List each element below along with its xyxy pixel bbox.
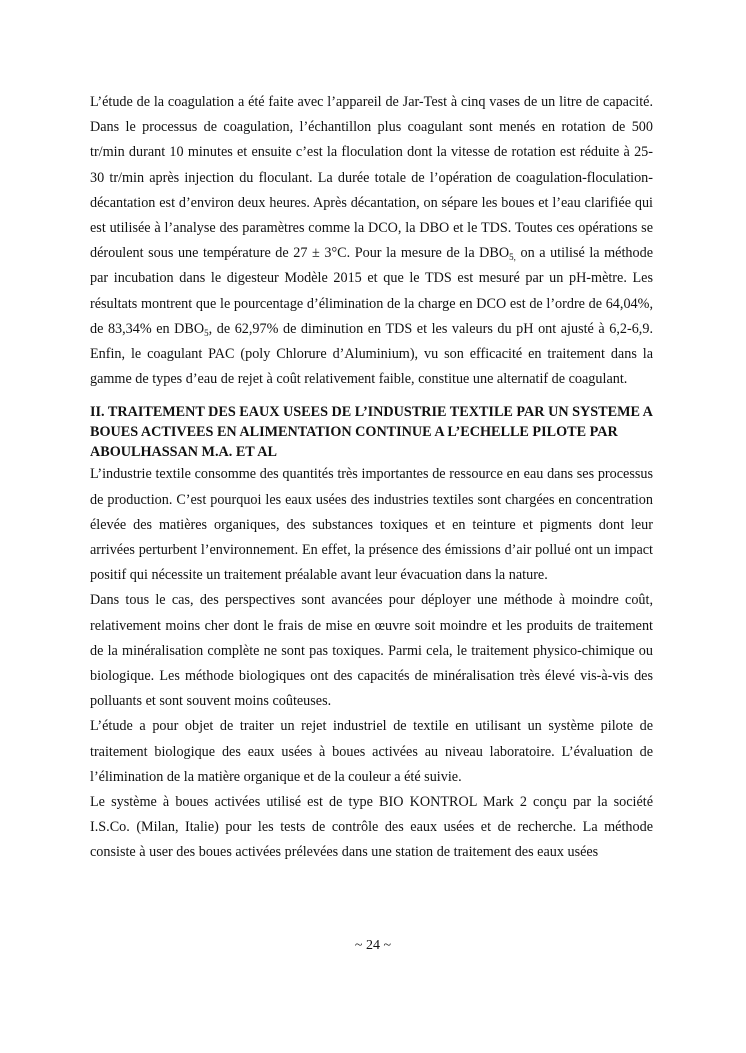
subscript: 5: [204, 327, 209, 338]
subscript: 5,: [509, 252, 516, 263]
paragraph: Dans tous le cas, des perspectives sont avancées pour déployer une méthode à moindre coût, relativement moins cher dont le frais de mise en œuvre soit moindre et les produits de traitement de la minéralisation complète ne sont pas toxiques. Parmi cela, le traitement physico-chimique ou biologique. Les méthode biologiques ont des capacités de minéralisation très élevé vis-à-vis des polluants et sont souvent moins coûteuses.: [90, 592, 653, 710]
section-heading: II. TRAITEMENT DES EAUX USEES DE L’INDUSTRIE TEXTILE PAR UN SYSTEME A BOUES ACTIVEES EN ALIMENTATION CONTINUE A L’ECHELLE PILOTE PAR ABOULHASSAN M.A. ET AL: [90, 404, 653, 461]
paragraph-text: , de 62,97% de diminution en TDS et les valeurs du pH ont ajusté à 6,2-6,9. Enfin, le coagulant PAC (poly Chlorure d’Aluminium), vu son efficacité en traitement dans la gamme de types d’eau de rejet à coût relativement faible, constitue une alternatif de coagulant.: [90, 320, 653, 388]
paragraph-text: L’étude de la coagulation a été faite avec l’appareil de Jar-Test à cinq vases de un litre de capacité. Dans le processus de coagulation, l’échantillon plus coagulant sont menés en rotation de 500 tr/min durant 10 minutes et ensuite c’est la floculation dont la vitesse de rotation est réduite à 25-30 tr/min après injection du floculant. La durée totale de l’opération de coagulation-floculation-décantation est d’environ deux heures. Après décantation, on sépare les boues et l’eau clarifiée qui est utilisée à l’analyse des paramètres comme la DCO, la DBO et le TDS. Toutes ces opérations se déroulent sous une température de 27 ± 3°C. Pour la mesure de la DBO: [90, 94, 653, 262]
paragraph: Le système à boues activées utilisé est de type BIO KONTROL Mark 2 conçu par la société I.S.Co. (Milan, Italie) pour les tests de contrôle des eaux usées et de recherche. La méthode consiste à user des boues activées prélevées dans une station de traitement des eaux usées: [90, 794, 653, 861]
page-body: [90, 90, 653, 866]
paragraph-coagulation-study: [90, 90, 653, 392]
paragraph: L’industrie textile consomme des quantités très importantes de ressource en eau dans ses processus de production. C’est pourquoi les eaux usées des industries textiles sont chargées en concentration élevée des matières organiques, des substances toxiques et en teinture et pigments dont leur arrivées perturbent l’environnement. En effet, la présence des émissions d’air pollué ont un impact positif qui nécessite un traitement préalable avant leur évacuation dans la nature.: [90, 466, 653, 584]
paragraph: L’étude a pour objet de traiter un rejet industriel de textile en utilisant un système pilote de traitement biologique des eaux usées à boues activées au niveau laboratoire. L’évaluation de l’élimination de la matière organique et de la couleur a été suivie.: [90, 718, 653, 785]
page-number: ~ 24 ~: [354, 938, 392, 953]
paragraph-text: on a utilisé la méthode par incubation dans le digesteur Modèle 2015 et que le TDS est mesuré par un pH-mètre. Les résultats montrent que le pourcentage d’élimination de la charge en DCO est de l’ordre de 64,04%, de 83,34% en DBO: [90, 245, 653, 337]
